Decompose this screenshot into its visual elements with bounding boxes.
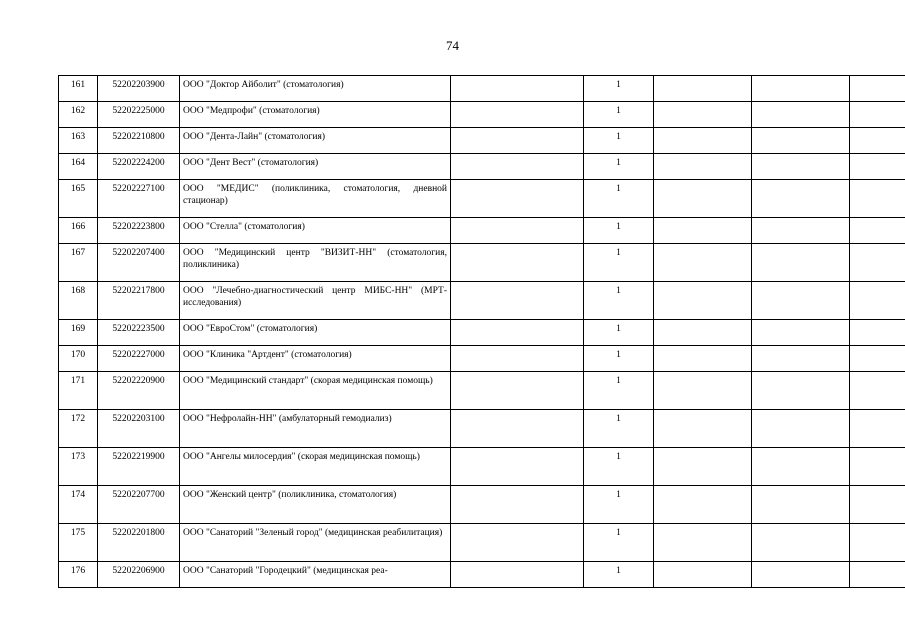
row-number-cell: 167 (59, 244, 98, 282)
table-row (59, 244, 905, 282)
row-number-cell: 175 (59, 524, 98, 562)
empty-cell (752, 346, 850, 372)
empty-cell (752, 410, 850, 448)
count-cell: 1 (584, 486, 654, 524)
org-code-cell: 52202210800 (98, 128, 180, 154)
org-code-cell: 52202203900 (98, 76, 180, 102)
empty-cell (850, 524, 905, 562)
empty-cell (654, 218, 752, 244)
count-cell: 1 (584, 372, 654, 410)
table-row (59, 282, 905, 320)
empty-cell (752, 180, 850, 218)
empty-cell (654, 524, 752, 562)
org-name-cell: ООО "Медицинский центр "ВИЗИТ-НН" (стоматология, поликлиника) (180, 244, 451, 282)
table-row (59, 154, 905, 180)
empty-cell (451, 218, 584, 244)
count-cell: 1 (584, 320, 654, 346)
empty-cell (451, 486, 584, 524)
count-cell: 1 (584, 562, 654, 588)
table-row (59, 410, 905, 448)
org-name-cell: ООО "Ангелы милосердия" (скорая медицинская помощь) (180, 448, 451, 486)
empty-cell (451, 282, 584, 320)
table-row (59, 320, 905, 346)
table-row (59, 524, 905, 562)
count-cell: 1 (584, 346, 654, 372)
empty-cell (752, 76, 850, 102)
empty-cell (654, 102, 752, 128)
org-name-cell: ООО "Лечебно-диагностический центр МИБС-НН" (МРТ-исследования) (180, 282, 451, 320)
org-code-cell: 52202203100 (98, 410, 180, 448)
org-name-cell: ООО "Нефролайн-НН" (амбулаторный гемодиализ) (180, 410, 451, 448)
empty-cell (850, 410, 905, 448)
org-code-cell: 52202223500 (98, 320, 180, 346)
table-row (59, 128, 905, 154)
org-code-cell: 52202207400 (98, 244, 180, 282)
org-code-cell: 52202220900 (98, 372, 180, 410)
empty-cell (752, 372, 850, 410)
org-name-cell: ООО "Медицинский стандарт" (скорая медицинская помощь) (180, 372, 451, 410)
empty-cell (752, 154, 850, 180)
empty-cell (850, 282, 905, 320)
row-number-cell: 163 (59, 128, 98, 154)
org-name-cell: ООО "Дент Вест" (стоматология) (180, 154, 451, 180)
empty-cell (451, 448, 584, 486)
empty-cell (850, 76, 905, 102)
count-cell: 1 (584, 180, 654, 218)
table-row (59, 372, 905, 410)
empty-cell (850, 320, 905, 346)
empty-cell (752, 486, 850, 524)
count-cell: 1 (584, 218, 654, 244)
table-row (59, 562, 905, 588)
org-name-cell: ООО "Доктор Айболит" (стоматология) (180, 76, 451, 102)
org-code-cell: 52202227100 (98, 180, 180, 218)
org-name-cell: ООО "Женский центр" (поликлиника, стоматология) (180, 486, 451, 524)
row-number-cell: 164 (59, 154, 98, 180)
org-name-cell: ООО "Дента-Лайн" (стоматология) (180, 128, 451, 154)
empty-cell (654, 320, 752, 346)
org-name-cell: ООО "ЕвроСтом" (стоматология) (180, 320, 451, 346)
empty-cell (451, 180, 584, 218)
table-row (59, 76, 905, 102)
table-row (59, 180, 905, 218)
empty-cell (654, 486, 752, 524)
org-name-cell: ООО "Медпрофи" (стоматология) (180, 102, 451, 128)
empty-cell (451, 372, 584, 410)
org-code-cell: 52202217800 (98, 282, 180, 320)
empty-cell (451, 562, 584, 588)
org-code-cell: 52202223800 (98, 218, 180, 244)
empty-cell (654, 128, 752, 154)
empty-cell (654, 562, 752, 588)
empty-cell (451, 128, 584, 154)
empty-cell (752, 218, 850, 244)
empty-cell (451, 320, 584, 346)
row-number-cell: 162 (59, 102, 98, 128)
empty-cell (654, 346, 752, 372)
page-number: 74 (446, 38, 459, 53)
empty-cell (451, 410, 584, 448)
empty-cell (850, 180, 905, 218)
org-code-cell: 52202206900 (98, 562, 180, 588)
count-cell: 1 (584, 410, 654, 448)
org-code-cell: 52202201800 (98, 524, 180, 562)
empty-cell (752, 524, 850, 562)
empty-cell (752, 320, 850, 346)
count-cell: 1 (584, 282, 654, 320)
count-cell: 1 (584, 154, 654, 180)
empty-cell (752, 562, 850, 588)
empty-cell (752, 128, 850, 154)
row-number-cell: 170 (59, 346, 98, 372)
org-code-cell: 52202224200 (98, 154, 180, 180)
empty-cell (752, 448, 850, 486)
row-number-cell: 174 (59, 486, 98, 524)
count-cell: 1 (584, 524, 654, 562)
empty-cell (752, 102, 850, 128)
empty-cell (451, 244, 584, 282)
empty-cell (451, 102, 584, 128)
row-number-cell: 169 (59, 320, 98, 346)
table-row (59, 448, 905, 486)
empty-cell (654, 76, 752, 102)
org-name-cell: ООО "Клиника "Артдент" (стоматология) (180, 346, 451, 372)
table-row (59, 486, 905, 524)
empty-cell (850, 346, 905, 372)
org-code-cell: 52202227000 (98, 346, 180, 372)
empty-cell (850, 562, 905, 588)
org-name-cell: ООО "Санаторий "Зеленый город" (медицинская реабилитация) (180, 524, 451, 562)
empty-cell (850, 154, 905, 180)
empty-cell (654, 372, 752, 410)
empty-cell (850, 218, 905, 244)
org-code-cell: 52202219900 (98, 448, 180, 486)
empty-cell (654, 180, 752, 218)
empty-cell (850, 244, 905, 282)
org-code-cell: 52202225000 (98, 102, 180, 128)
empty-cell (752, 282, 850, 320)
count-cell: 1 (584, 448, 654, 486)
org-name-cell: ООО "Стелла" (стоматология) (180, 218, 451, 244)
empty-cell (654, 154, 752, 180)
empty-cell (451, 76, 584, 102)
registry-body (59, 76, 905, 588)
empty-cell (752, 244, 850, 282)
row-number-cell: 166 (59, 218, 98, 244)
empty-cell (654, 244, 752, 282)
count-cell: 1 (584, 76, 654, 102)
empty-cell (850, 448, 905, 486)
empty-cell (654, 448, 752, 486)
empty-cell (451, 154, 584, 180)
row-number-cell: 176 (59, 562, 98, 588)
org-code-cell: 52202207700 (98, 486, 180, 524)
empty-cell (850, 372, 905, 410)
empty-cell (850, 486, 905, 524)
count-cell: 1 (584, 244, 654, 282)
empty-cell (654, 282, 752, 320)
table-row (59, 218, 905, 244)
row-number-cell: 161 (59, 76, 98, 102)
empty-cell (451, 346, 584, 372)
count-cell: 1 (584, 128, 654, 154)
empty-cell (850, 102, 905, 128)
org-name-cell: ООО "МЕДИС" (поликлиника, стоматология, дневной стационар) (180, 180, 451, 218)
registry-table (58, 75, 905, 588)
empty-cell (654, 410, 752, 448)
row-number-cell: 171 (59, 372, 98, 410)
count-cell: 1 (584, 102, 654, 128)
row-number-cell: 168 (59, 282, 98, 320)
org-name-cell: ООО "Санаторий "Городецкий" (медицинская реа- (180, 562, 451, 588)
row-number-cell: 173 (59, 448, 98, 486)
row-number-cell: 172 (59, 410, 98, 448)
empty-cell (451, 524, 584, 562)
table-row (59, 346, 905, 372)
table-row (59, 102, 905, 128)
row-number-cell: 165 (59, 180, 98, 218)
empty-cell (850, 128, 905, 154)
